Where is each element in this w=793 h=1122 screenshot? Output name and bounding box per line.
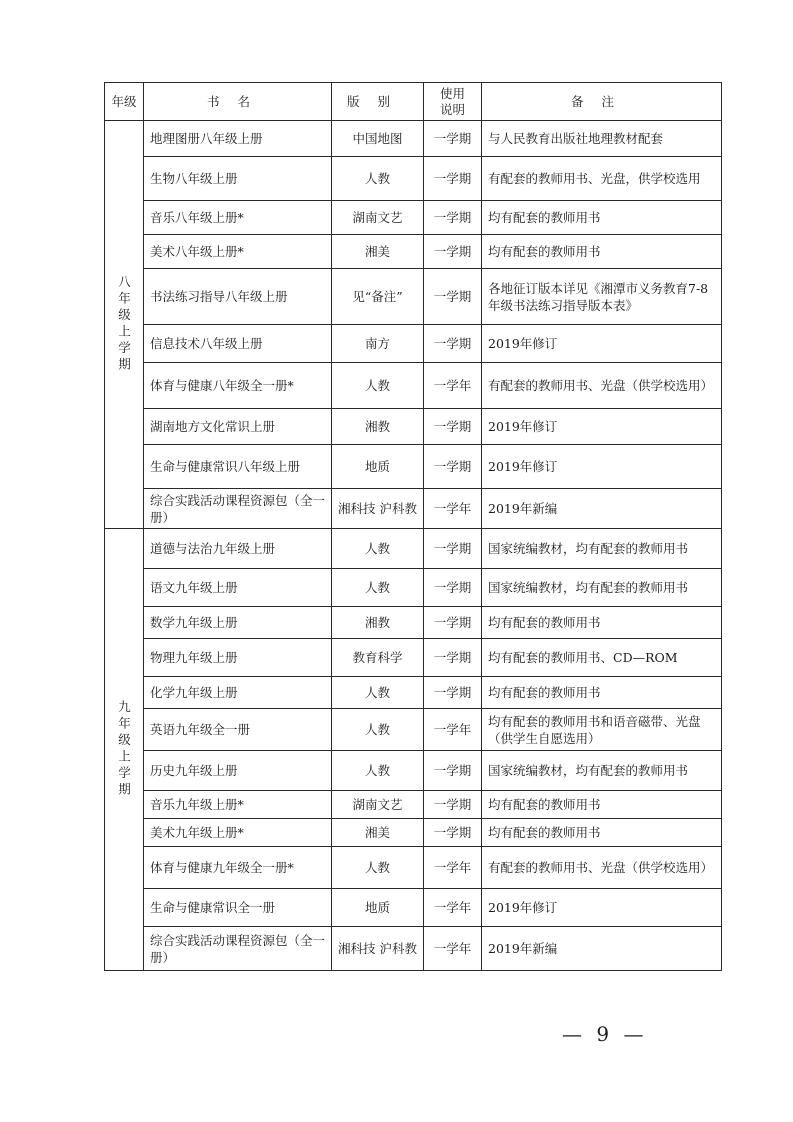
publisher-cell: 湘美	[332, 819, 424, 847]
notes-cell: 国家统编教材，均有配套的教师用书	[482, 569, 722, 607]
table-row	[105, 569, 722, 607]
notes-cell: 国家统编教材，均有配套的教师用书	[482, 529, 722, 569]
notes-cell: 均有配套的教师用书、CD—ROM	[482, 639, 722, 677]
usage-cell: 一学年	[424, 363, 482, 409]
table-row	[105, 409, 722, 445]
table-row	[105, 121, 722, 157]
usage-cell: 一学期	[424, 529, 482, 569]
publisher-cell: 见“备注”	[332, 269, 424, 325]
book-title-cell: 综合实践活动课程资源包（全一册）	[144, 489, 332, 529]
page-number: — 9 —	[562, 1022, 648, 1046]
book-title-cell: 信息技术八年级上册	[144, 325, 332, 363]
usage-cell: 一学期	[424, 607, 482, 639]
usage-cell: 一学年	[424, 927, 482, 971]
table-row	[105, 791, 722, 819]
table-row	[105, 325, 722, 363]
book-title-cell: 音乐八年级上册*	[144, 201, 332, 235]
publisher-cell: 人教	[332, 751, 424, 791]
book-title-cell: 综合实践活动课程资源包（全一册）	[144, 927, 332, 971]
book-title-cell: 历史九年级上册	[144, 751, 332, 791]
usage-cell: 一学期	[424, 569, 482, 607]
notes-cell: 国家统编教材，均有配套的教师用书	[482, 751, 722, 791]
table-row	[105, 201, 722, 235]
book-title-cell: 体育与健康九年级全一册*	[144, 847, 332, 889]
usage-cell: 一学期	[424, 445, 482, 489]
notes-cell: 有配套的教师用书、光盘（供学校选用）	[482, 847, 722, 889]
usage-cell: 一学年	[424, 889, 482, 927]
header-publisher: 版别	[332, 83, 424, 121]
publisher-cell: 湖南文艺	[332, 791, 424, 819]
publisher-cell: 湘教	[332, 409, 424, 445]
usage-cell: 一学期	[424, 325, 482, 363]
notes-cell: 2019年新编	[482, 489, 722, 529]
notes-cell: 均有配套的教师用书	[482, 235, 722, 269]
usage-cell: 一学期	[424, 235, 482, 269]
table-row	[105, 819, 722, 847]
notes-cell: 2019年修订	[482, 889, 722, 927]
header-usage: 使用说明	[424, 83, 482, 121]
publisher-cell: 人教	[332, 529, 424, 569]
table-row	[105, 927, 722, 971]
table-row	[105, 235, 722, 269]
publisher-cell: 人教	[332, 363, 424, 409]
publisher-cell: 湘教	[332, 607, 424, 639]
table-row	[105, 709, 722, 751]
notes-cell: 2019年修订	[482, 409, 722, 445]
table-header-row	[105, 83, 722, 121]
notes-cell: 有配套的教师用书、光盘（供学校选用）	[482, 363, 722, 409]
publisher-cell: 人教	[332, 569, 424, 607]
book-title-cell: 书法练习指导八年级上册	[144, 269, 332, 325]
grade-cell	[105, 529, 144, 971]
table-row	[105, 751, 722, 791]
table-row	[105, 607, 722, 639]
book-title-cell: 英语九年级全一册	[144, 709, 332, 751]
usage-cell: 一学期	[424, 201, 482, 235]
table-row	[105, 157, 722, 201]
book-title-cell: 湖南地方文化常识上册	[144, 409, 332, 445]
book-title-cell: 美术八年级上册*	[144, 235, 332, 269]
usage-cell: 一学期	[424, 121, 482, 157]
table-row	[105, 489, 722, 529]
book-title-cell: 体育与健康八年级全一册*	[144, 363, 332, 409]
book-title-cell: 生命与健康常识全一册	[144, 889, 332, 927]
notes-cell: 均有配套的教师用书	[482, 607, 722, 639]
book-title-cell: 美术九年级上册*	[144, 819, 332, 847]
textbook-table	[104, 82, 722, 971]
book-title-cell: 物理九年级上册	[144, 639, 332, 677]
table-row	[105, 847, 722, 889]
notes-cell: 与人民教育出版社地理教材配套	[482, 121, 722, 157]
usage-cell: 一学期	[424, 819, 482, 847]
publisher-cell: 湘美	[332, 235, 424, 269]
publisher-cell: 中国地图	[332, 121, 424, 157]
publisher-cell: 人教	[332, 677, 424, 709]
grade-label: 九年级上学期	[116, 700, 132, 799]
table-row	[105, 529, 722, 569]
book-title-cell: 地理图册八年级上册	[144, 121, 332, 157]
publisher-cell: 地质	[332, 445, 424, 489]
notes-cell: 均有配套的教师用书	[482, 677, 722, 709]
book-title-cell: 化学九年级上册	[144, 677, 332, 709]
grade-label: 八年级上学期	[116, 275, 132, 374]
usage-cell: 一学年	[424, 847, 482, 889]
book-title-cell: 生命与健康常识八年级上册	[144, 445, 332, 489]
usage-cell: 一学期	[424, 409, 482, 445]
notes-cell: 均有配套的教师用书	[482, 201, 722, 235]
usage-cell: 一学年	[424, 489, 482, 529]
usage-cell: 一学期	[424, 639, 482, 677]
table-row	[105, 639, 722, 677]
notes-cell: 均有配套的教师用书和语音磁带、光盘（供学生自愿选用）	[482, 709, 722, 751]
usage-cell: 一学期	[424, 677, 482, 709]
table-row	[105, 677, 722, 709]
publisher-cell: 地质	[332, 889, 424, 927]
publisher-cell: 南方	[332, 325, 424, 363]
table-body	[105, 121, 722, 971]
publisher-cell: 湘科技 沪科教	[332, 927, 424, 971]
publisher-cell: 教育科学	[332, 639, 424, 677]
notes-cell: 2019年修订	[482, 445, 722, 489]
table-row	[105, 269, 722, 325]
usage-cell: 一学期	[424, 751, 482, 791]
book-title-cell: 道德与法治九年级上册	[144, 529, 332, 569]
book-title-cell: 语文九年级上册	[144, 569, 332, 607]
book-title-cell: 数学九年级上册	[144, 607, 332, 639]
header-grade: 年级	[105, 83, 144, 121]
notes-cell: 均有配套的教师用书	[482, 819, 722, 847]
grade-cell	[105, 121, 144, 529]
notes-cell: 均有配套的教师用书	[482, 791, 722, 819]
book-title-cell: 生物八年级上册	[144, 157, 332, 201]
header-notes: 备注	[482, 83, 722, 121]
notes-cell: 各地征订版本详见《湘潭市义务教育7-8年级书法练习指导版本表》	[482, 269, 722, 325]
notes-cell: 2019年修订	[482, 325, 722, 363]
usage-cell: 一学期	[424, 269, 482, 325]
notes-cell: 有配套的教师用书、光盘，供学校选用	[482, 157, 722, 201]
publisher-cell: 人教	[332, 709, 424, 751]
publisher-cell: 湖南文艺	[332, 201, 424, 235]
publisher-cell: 人教	[332, 847, 424, 889]
publisher-cell: 人教	[332, 157, 424, 201]
usage-cell: 一学期	[424, 791, 482, 819]
book-title-cell: 音乐九年级上册*	[144, 791, 332, 819]
notes-cell: 2019年新编	[482, 927, 722, 971]
table-row	[105, 889, 722, 927]
usage-cell: 一学期	[424, 157, 482, 201]
usage-cell: 一学年	[424, 709, 482, 751]
publisher-cell: 湘科技 沪科教	[332, 489, 424, 529]
table-row	[105, 445, 722, 489]
header-title: 书名	[144, 83, 332, 121]
table-row	[105, 363, 722, 409]
